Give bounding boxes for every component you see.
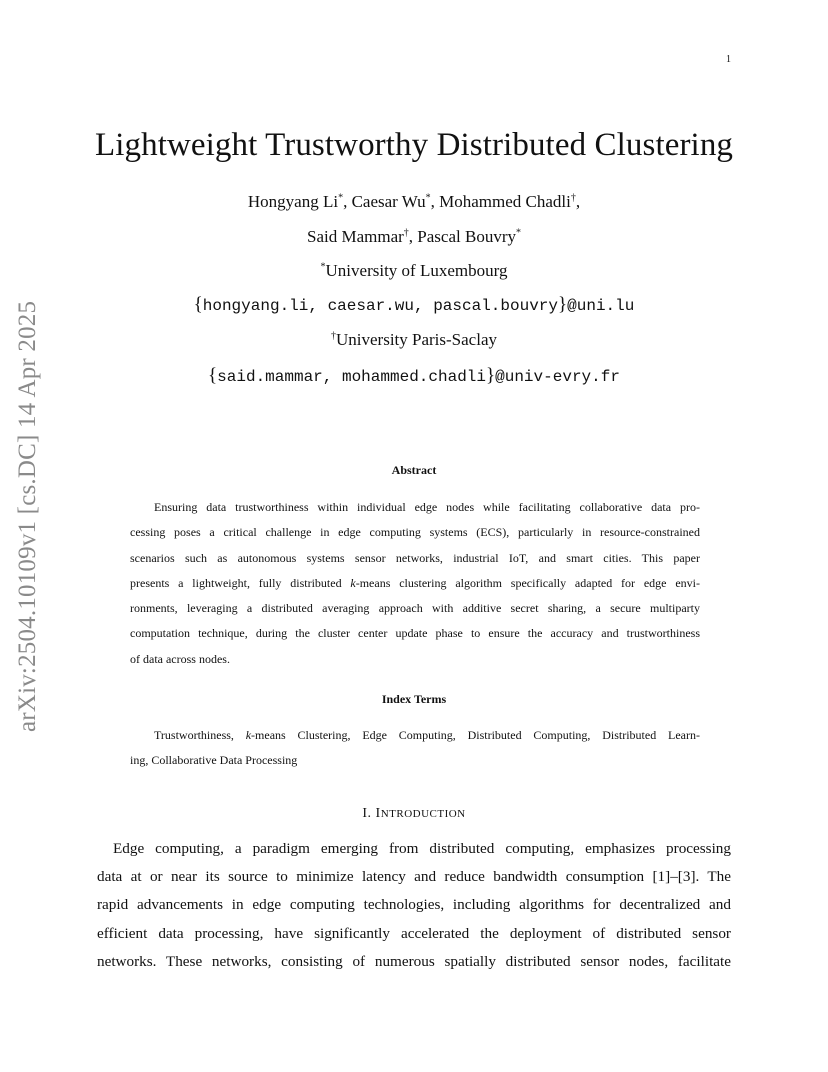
affiliation-name: University of Luxembourg xyxy=(325,261,508,280)
math-k: k xyxy=(245,728,252,742)
affiliation-1 xyxy=(0,261,828,281)
abstract-line: Ensuring data trustworthiness within individual edge nodes while facilitating collaborative data pro- xyxy=(154,500,700,514)
abstract-heading: Abstract xyxy=(391,463,437,477)
affiliation-1-emails: {hongyang.li, caesar.wu, pascal.bouvry}@uni.lu xyxy=(193,294,635,315)
index-terms-line: ing, Collaborative Data Processing xyxy=(130,753,298,768)
abstract-line: presents a lightweight, fully distributed k-means clustering algorithm specifically adapted for edge envi- xyxy=(130,575,700,590)
section-heading: I. INTRODUCTION xyxy=(362,806,466,821)
email-list: hongyang.li, caesar.wu, pascal.bouvry xyxy=(202,297,559,315)
affiliation-name: University Paris-Saclay xyxy=(336,330,497,349)
affiliation-mark: * xyxy=(425,192,431,204)
body-line: efficient data processing, have significantly accelerated the deployment of distributed sensor xyxy=(97,924,731,942)
email-list: said.mammar, mohammed.chadli xyxy=(217,368,486,386)
author-name: Caesar Wu xyxy=(351,192,426,211)
body-line: data at or near its source to minimize latency and reduce bandwidth consumption [1]–[3]. The xyxy=(97,868,731,886)
abstract-line: cessing poses a critical challenge in edge computing systems (ECS), particularly in resource-constrained xyxy=(130,525,700,540)
paper-title: Lightweight Trustworthy Distributed Clustering xyxy=(94,127,734,163)
body-line: rapid advancements in edge computing technologies, including algorithms for decentralized and xyxy=(97,896,731,914)
email-domain: @univ-evry.fr xyxy=(495,368,620,386)
introduction-body xyxy=(97,835,731,976)
page-number: 1 xyxy=(726,54,731,65)
author-line-2: Said Mammar†, Pascal Bouvry* xyxy=(307,227,521,246)
affiliation-2-emails: {said.mammar, mohammed.chadli}@univ-evry.fr xyxy=(208,365,620,386)
affiliation-mark: * xyxy=(515,227,521,239)
abstract-line: of data across nodes. xyxy=(130,651,230,666)
affiliation-mark: † xyxy=(403,227,409,239)
index-terms-line: Trustworthiness, k-means Clustering, Edge Computing, Distributed Computing, Distributed Learn- xyxy=(154,728,701,742)
author-name: Said Mammar xyxy=(307,227,404,246)
affiliation-mark: † xyxy=(331,330,336,342)
abstract-line: scenarios such as autonomous systems sensor networks, industrial IoT, and smart cities. This paper xyxy=(130,550,700,565)
body-line: Edge computing, a paradigm emerging from distributed computing, emphasizes processing xyxy=(113,840,731,857)
author-name: Mohammed Chadli xyxy=(439,192,571,211)
author-name: Pascal Bouvry xyxy=(417,227,516,246)
arxiv-identifier: arXiv:2504.10109v1 [cs.DC] 14 Apr 2025 xyxy=(14,300,41,732)
math-k: k xyxy=(350,575,356,590)
author-line-1: Hongyang Li*, Caesar Wu*, Mohammed Chadli†, xyxy=(247,192,581,211)
affiliation-mark: † xyxy=(570,192,576,204)
abstract-body xyxy=(130,495,700,672)
index-terms-body xyxy=(130,723,700,774)
email-domain: @uni.lu xyxy=(567,297,635,315)
affiliation-mark: * xyxy=(338,192,344,204)
abstract-line: ronments, leveraging a distributed averaging approach with additive secret sharing, a secure multiparty xyxy=(130,601,700,616)
author-name: Hongyang Li xyxy=(247,192,339,211)
affiliation-2 xyxy=(0,330,828,350)
body-line: networks. These networks, consisting of numerous spatially distributed sensor nodes, facilitate xyxy=(97,952,731,970)
affiliation-mark: * xyxy=(320,261,326,273)
abstract-line: computation technique, during the cluster center update phase to ensure the accuracy and trustworthiness xyxy=(130,626,700,641)
index-terms-heading: Index Terms xyxy=(381,692,447,706)
